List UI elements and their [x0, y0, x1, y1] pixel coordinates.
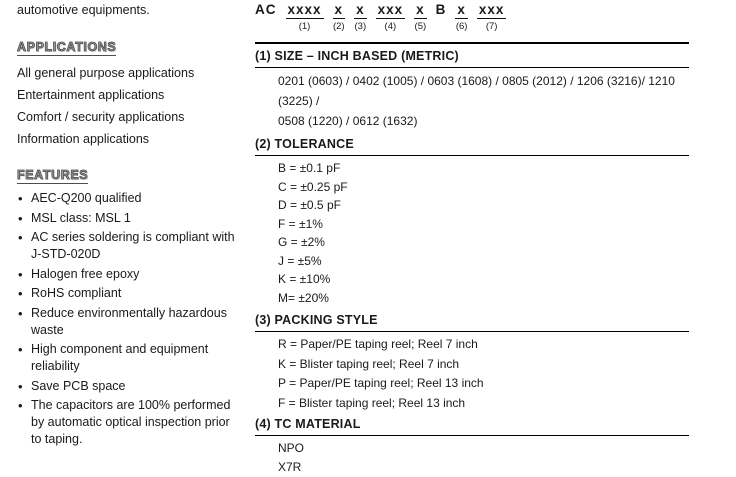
ordering-info-column: [255, 0, 689, 477]
top-divider-rule: [255, 42, 689, 44]
section-line: K = ±10%: [278, 272, 331, 286]
section-tc-material: [255, 417, 689, 477]
part-number-segment: xxx (7): [478, 2, 505, 32]
list-item: • RoHS compliant: [17, 285, 239, 302]
section-line: D = ±0.5 pF: [278, 198, 341, 212]
part-number-code: [255, 2, 689, 32]
features-heading: FEATURES: [17, 168, 89, 182]
list-item: All general purpose applications: [17, 66, 195, 80]
part-number-segment: x (6): [455, 2, 468, 32]
features-list: [17, 190, 239, 448]
section-line: C = ±0.25 pF: [278, 179, 348, 194]
section-heading: (3) PACKING STYLE: [255, 313, 689, 332]
section-heading: (1) SIZE – INCH BASED (METRIC): [255, 49, 689, 68]
list-item: • Reduce environmentally hazardous waste: [17, 305, 239, 339]
section-line: B = ±0.1 pF: [278, 161, 341, 175]
list-item: • MSL class: MSL 1: [17, 210, 239, 227]
section-line: J = ±5%: [278, 253, 322, 268]
section-line: G = ±2%: [278, 235, 325, 249]
section-line: F = Blister taping reel; Reel 13 inch: [278, 395, 466, 410]
section-line: F = ±1%: [278, 216, 323, 231]
intro-text-fragment: automotive equipments.: [17, 3, 150, 17]
list-item: Comfort / security applications: [17, 110, 185, 124]
section-line: 0508 (1220) / 0612 (1632): [278, 114, 418, 128]
section-line: NPO: [278, 441, 305, 455]
list-item: • Halogen free epoxy: [17, 266, 239, 283]
section-line: K = Blister taping reel; Reel 7 inch: [278, 356, 460, 371]
part-number-segment: x (2): [332, 2, 345, 32]
list-item: • The capacitors are 100% performed by automatic optical inspection prior to taping.: [17, 397, 239, 448]
part-number-segment: x (5): [414, 2, 427, 32]
section-tolerance: [255, 137, 689, 307]
applications-heading: APPLICATIONS: [17, 40, 117, 54]
section-heading: (4) TC MATERIAL: [255, 417, 689, 436]
part-number-prefix: AC: [255, 2, 277, 17]
section-size: [255, 49, 689, 131]
list-item: • High component and equipment reliability: [17, 341, 239, 375]
list-item: • AEC-Q200 qualified: [17, 190, 239, 207]
section-line: X7R: [278, 460, 302, 474]
list-item: • AC series soldering is compliant with J-STD-020D: [17, 229, 239, 263]
part-number-segment: xxx (4): [377, 2, 404, 32]
list-item: Entertainment applications: [17, 88, 165, 102]
section-line: R = Paper/PE taping reel; Reel 7 inch: [278, 337, 478, 351]
section-packing-style: [255, 313, 689, 413]
applications-list: [17, 62, 239, 150]
list-item: Information applications: [17, 132, 150, 146]
part-number-segment-fixed: B: [435, 2, 447, 17]
part-number-segment: x (3): [354, 2, 367, 32]
section-line: M= ±20%: [278, 290, 329, 305]
list-item: • Save PCB space: [17, 378, 239, 395]
section-heading: (2) TOLERANCE: [255, 137, 689, 156]
left-column: [17, 0, 239, 451]
part-number-segment: xxxx (1): [287, 2, 322, 32]
section-line: P = Paper/PE taping reel; Reel 13 inch: [278, 376, 484, 390]
section-line: 0201 (0603) / 0402 (1005) / 0603 (1608) / 0805 (2012) / 1206 (3216)/ 1210 (3225) /: [278, 74, 675, 108]
